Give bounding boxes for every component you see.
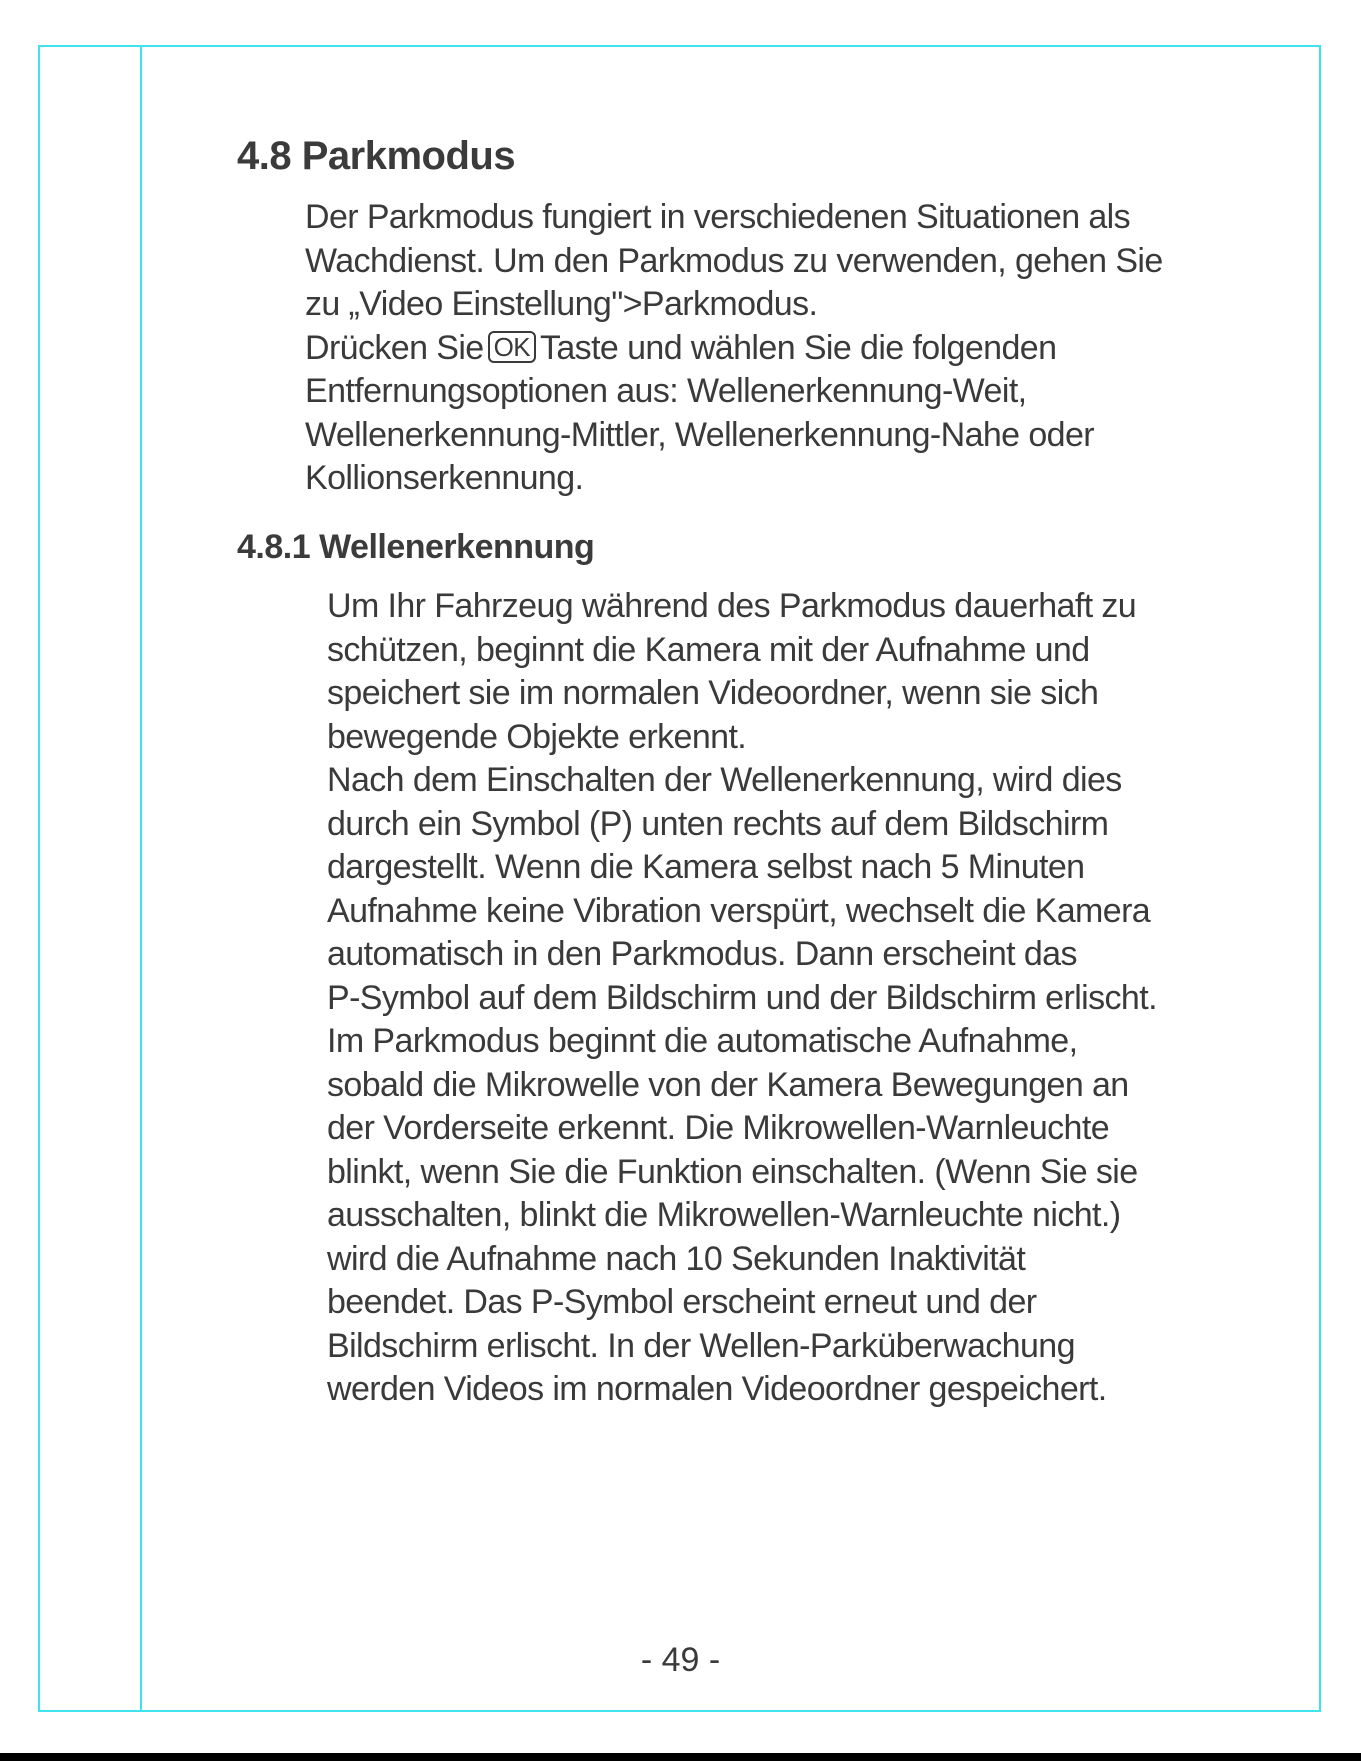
press-prefix: Drücken Sie (305, 328, 484, 367)
ok-key-icon: OK (488, 331, 536, 363)
subsection-body (327, 585, 1277, 1412)
body-line: beendet. Das P-Symbol erscheint erneut und der (327, 1283, 1037, 1321)
body-line: Um Ihr Fahrzeug während des Parkmodus dauerhaft zu (327, 587, 1137, 625)
body-line: werden Videos im normalen Videoordner gespeichert. (327, 1370, 1107, 1408)
body-line: P-Symbol auf dem Bildschirm und der Bildschirm erlischt. (327, 978, 1157, 1017)
body-line: automatisch in den Parkmodus. Dann erscheint das (327, 935, 1077, 973)
body-line: der Vorderseite erkennt. Die Mikrowellen-Warnleuchte (327, 1109, 1110, 1147)
intro-line: Wachdienst. Um den Parkmodus zu verwenden, gehen Sie (305, 241, 1163, 280)
body-line: Aufnahme keine Vibration verspürt, wechselt die Kamera (327, 891, 1151, 930)
intro-line: Der Parkmodus fungiert in verschiedenen Situationen als (305, 198, 1131, 236)
options-line: Kollionserkennung. (305, 459, 584, 497)
body-line: schützen, beginnt die Kamera mit der Aufnahme und (327, 630, 1090, 669)
body-line: Bildschirm erlischt. In der Wellen-Parküberwachung (327, 1326, 1075, 1365)
body-line: ausschalten, blinkt die Mikrowellen-Warnleuchte nicht.) (327, 1196, 1121, 1234)
section-intro (305, 196, 1255, 501)
intro-line: zu „Video Einstellung">Parkmodus. (305, 285, 818, 323)
options-line: Entfernungsoptionen aus: Wellenerkennung-Weit, (305, 372, 1027, 410)
body-line: Nach dem Einschalten der Wellenerkennung, wird dies (327, 761, 1122, 799)
body-line: wird die Aufnahme nach 10 Sekunden Inaktivität (327, 1239, 1026, 1278)
press-instruction-line (305, 327, 1255, 371)
subsection-title: 4.8.1 Wellenerkennung (237, 528, 595, 566)
body-line: speichert sie im normalen Videoordner, wenn sie sich (327, 674, 1099, 712)
body-line: Im Parkmodus beginnt die automatische Aufnahme, (327, 1022, 1078, 1060)
body-line: blinkt, wenn Sie die Funktion einschalten. (Wenn Sie sie (327, 1152, 1138, 1191)
margin-line (140, 45, 142, 1712)
options-line: Wellenerkennung-Mittler, Wellenerkennung-Nahe oder (305, 415, 1094, 454)
body-line: durch ein Symbol (P) unten rechts auf dem Bildschirm (327, 804, 1109, 843)
section-title: 4.8 Parkmodus (237, 134, 516, 178)
body-line: sobald die Mikrowelle von der Kamera Bewegungen an (327, 1065, 1129, 1104)
body-line: bewegende Objekte erkennt. (327, 717, 747, 756)
page-number: - 49 - (640, 1641, 721, 1679)
press-suffix: Taste und wählen Sie die folgenden (539, 328, 1057, 367)
bottom-edge (0, 1753, 1361, 1761)
body-line: dargestellt. Wenn die Kamera selbst nach 5 Minuten (327, 848, 1085, 886)
